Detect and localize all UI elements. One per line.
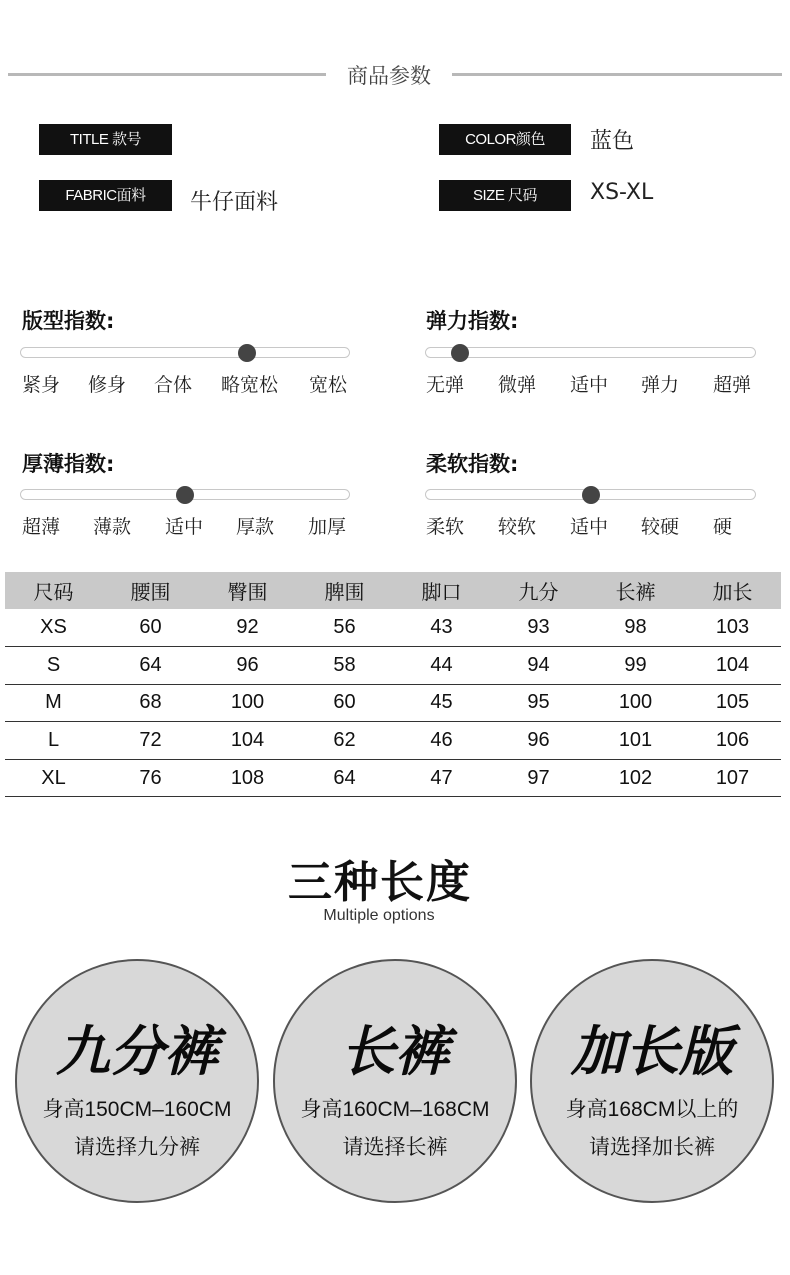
- table-cell: 104: [199, 722, 296, 760]
- table-cell: 100: [199, 684, 296, 722]
- stretch-label: 无弹: [426, 374, 465, 396]
- fit-index-track: [20, 347, 350, 358]
- table-cell: 60: [296, 684, 393, 722]
- thickness-label: 适中: [165, 516, 204, 538]
- length-option-name: 加长版: [571, 1020, 733, 1083]
- table-cell: 104: [684, 647, 781, 685]
- stretch-label: 超弹: [713, 374, 752, 396]
- column-header: 加长: [684, 572, 781, 609]
- table-cell: 56: [296, 609, 393, 647]
- table-cell: 64: [296, 759, 393, 797]
- table-cell: 76: [102, 759, 199, 797]
- table-cell: 108: [199, 759, 296, 797]
- softness-index-track: [425, 489, 756, 500]
- thickness-index-title: 厚薄指数:: [22, 452, 115, 476]
- fit-label: 紧身: [22, 374, 61, 396]
- softness-label: 较硬: [641, 516, 680, 538]
- table-cell: 94: [490, 647, 587, 685]
- length-option-advice: 请选择长裤: [342, 1135, 448, 1159]
- size-value: XS-XL: [590, 180, 654, 205]
- softness-label: 较软: [498, 516, 537, 538]
- softness-label: 硬: [713, 516, 733, 538]
- table-cell: 45: [393, 684, 490, 722]
- thickness-index-track: [20, 489, 350, 500]
- fabric-tag: FABRIC面料: [39, 180, 172, 211]
- table-cell: 72: [102, 722, 199, 760]
- table-cell: 44: [393, 647, 490, 685]
- length-option-height: 身高168CM以上的: [565, 1098, 739, 1121]
- column-header: 脾围: [296, 572, 393, 609]
- softness-index-knob: [582, 486, 600, 504]
- stretch-index-knob: [451, 344, 469, 362]
- table-row: [5, 759, 781, 797]
- table-header-row: [5, 572, 781, 609]
- table-cell: 107: [684, 759, 781, 797]
- fit-index-knob: [238, 344, 256, 362]
- softness-label: 柔软: [426, 516, 465, 538]
- length-option-cropped: [15, 959, 259, 1203]
- stretch-index-track: [425, 347, 756, 358]
- table-cell: XL: [5, 759, 102, 797]
- table-cell: 96: [490, 722, 587, 760]
- fit-label: 修身: [88, 374, 127, 396]
- length-option-advice: 请选择九分裤: [74, 1135, 200, 1159]
- color-tag: COLOR颜色: [439, 124, 571, 155]
- table-cell: 93: [490, 609, 587, 647]
- size-tag: SIZE 尺码: [439, 180, 571, 211]
- fit-index-title: 版型指数:: [22, 309, 115, 333]
- header-divider-left: [8, 73, 326, 76]
- thickness-label: 薄款: [93, 516, 132, 538]
- lengths-subtitle: Multiple options: [323, 907, 435, 924]
- table-cell: M: [5, 684, 102, 722]
- stretch-label: 适中: [570, 374, 609, 396]
- table-cell: 96: [199, 647, 296, 685]
- table-row: [5, 609, 781, 647]
- column-header: 臀围: [199, 572, 296, 609]
- table-cell: XS: [5, 609, 102, 647]
- column-header: 长裤: [587, 572, 684, 609]
- length-option-name: 长裤: [341, 1020, 449, 1083]
- thickness-label: 厚款: [236, 516, 275, 538]
- table-cell: 92: [199, 609, 296, 647]
- table-cell: 47: [393, 759, 490, 797]
- length-option-extra-long: [530, 959, 774, 1203]
- table-cell: 46: [393, 722, 490, 760]
- thickness-label: 加厚: [308, 516, 347, 538]
- table-cell: 97: [490, 759, 587, 797]
- header-divider-right: [452, 73, 782, 76]
- fit-label: 略宽松: [221, 374, 279, 396]
- table-cell: 95: [490, 684, 587, 722]
- table-cell: S: [5, 647, 102, 685]
- table-cell: 62: [296, 722, 393, 760]
- fit-label: 宽松: [309, 374, 348, 396]
- column-header: 脚口: [393, 572, 490, 609]
- thickness-index-knob: [176, 486, 194, 504]
- table-cell: 100: [587, 684, 684, 722]
- table-cell: 105: [684, 684, 781, 722]
- color-value: 蓝色: [590, 129, 635, 154]
- stretch-label: 微弹: [498, 374, 537, 396]
- column-header: 腰围: [102, 572, 199, 609]
- table-cell: 106: [684, 722, 781, 760]
- table-cell: 102: [587, 759, 684, 797]
- table-cell: 68: [102, 684, 199, 722]
- softness-index-title: 柔软指数:: [426, 452, 519, 476]
- table-cell: L: [5, 722, 102, 760]
- length-option-height: 身高160CM–168CM: [300, 1098, 490, 1121]
- column-header: 尺码: [5, 572, 102, 609]
- table-cell: 58: [296, 647, 393, 685]
- title-tag: TITLE 款号: [39, 124, 172, 155]
- table-cell: 99: [587, 647, 684, 685]
- stretch-label: 弹力: [641, 374, 680, 396]
- stretch-index-title: 弹力指数:: [426, 309, 519, 333]
- thickness-label: 超薄: [22, 516, 61, 538]
- fabric-value: 牛仔面料: [190, 190, 279, 215]
- section-title: 商品参数: [347, 64, 431, 88]
- table-cell: 60: [102, 609, 199, 647]
- table-row: [5, 684, 781, 722]
- length-option-long: [273, 959, 517, 1203]
- length-option-height: 身高150CM–160CM: [42, 1098, 232, 1121]
- softness-label: 适中: [570, 516, 609, 538]
- lengths-title: 三种长度: [288, 857, 472, 908]
- table-cell: 64: [102, 647, 199, 685]
- length-option-name: 九分裤: [56, 1020, 218, 1083]
- table-row: [5, 647, 781, 685]
- column-header: 九分: [490, 572, 587, 609]
- table-row: [5, 722, 781, 760]
- size-table: [5, 572, 781, 797]
- table-cell: 98: [587, 609, 684, 647]
- fit-label: 合体: [154, 374, 193, 396]
- length-option-advice: 请选择加长裤: [589, 1135, 715, 1159]
- table-cell: 101: [587, 722, 684, 760]
- table-cell: 43: [393, 609, 490, 647]
- table-cell: 103: [684, 609, 781, 647]
